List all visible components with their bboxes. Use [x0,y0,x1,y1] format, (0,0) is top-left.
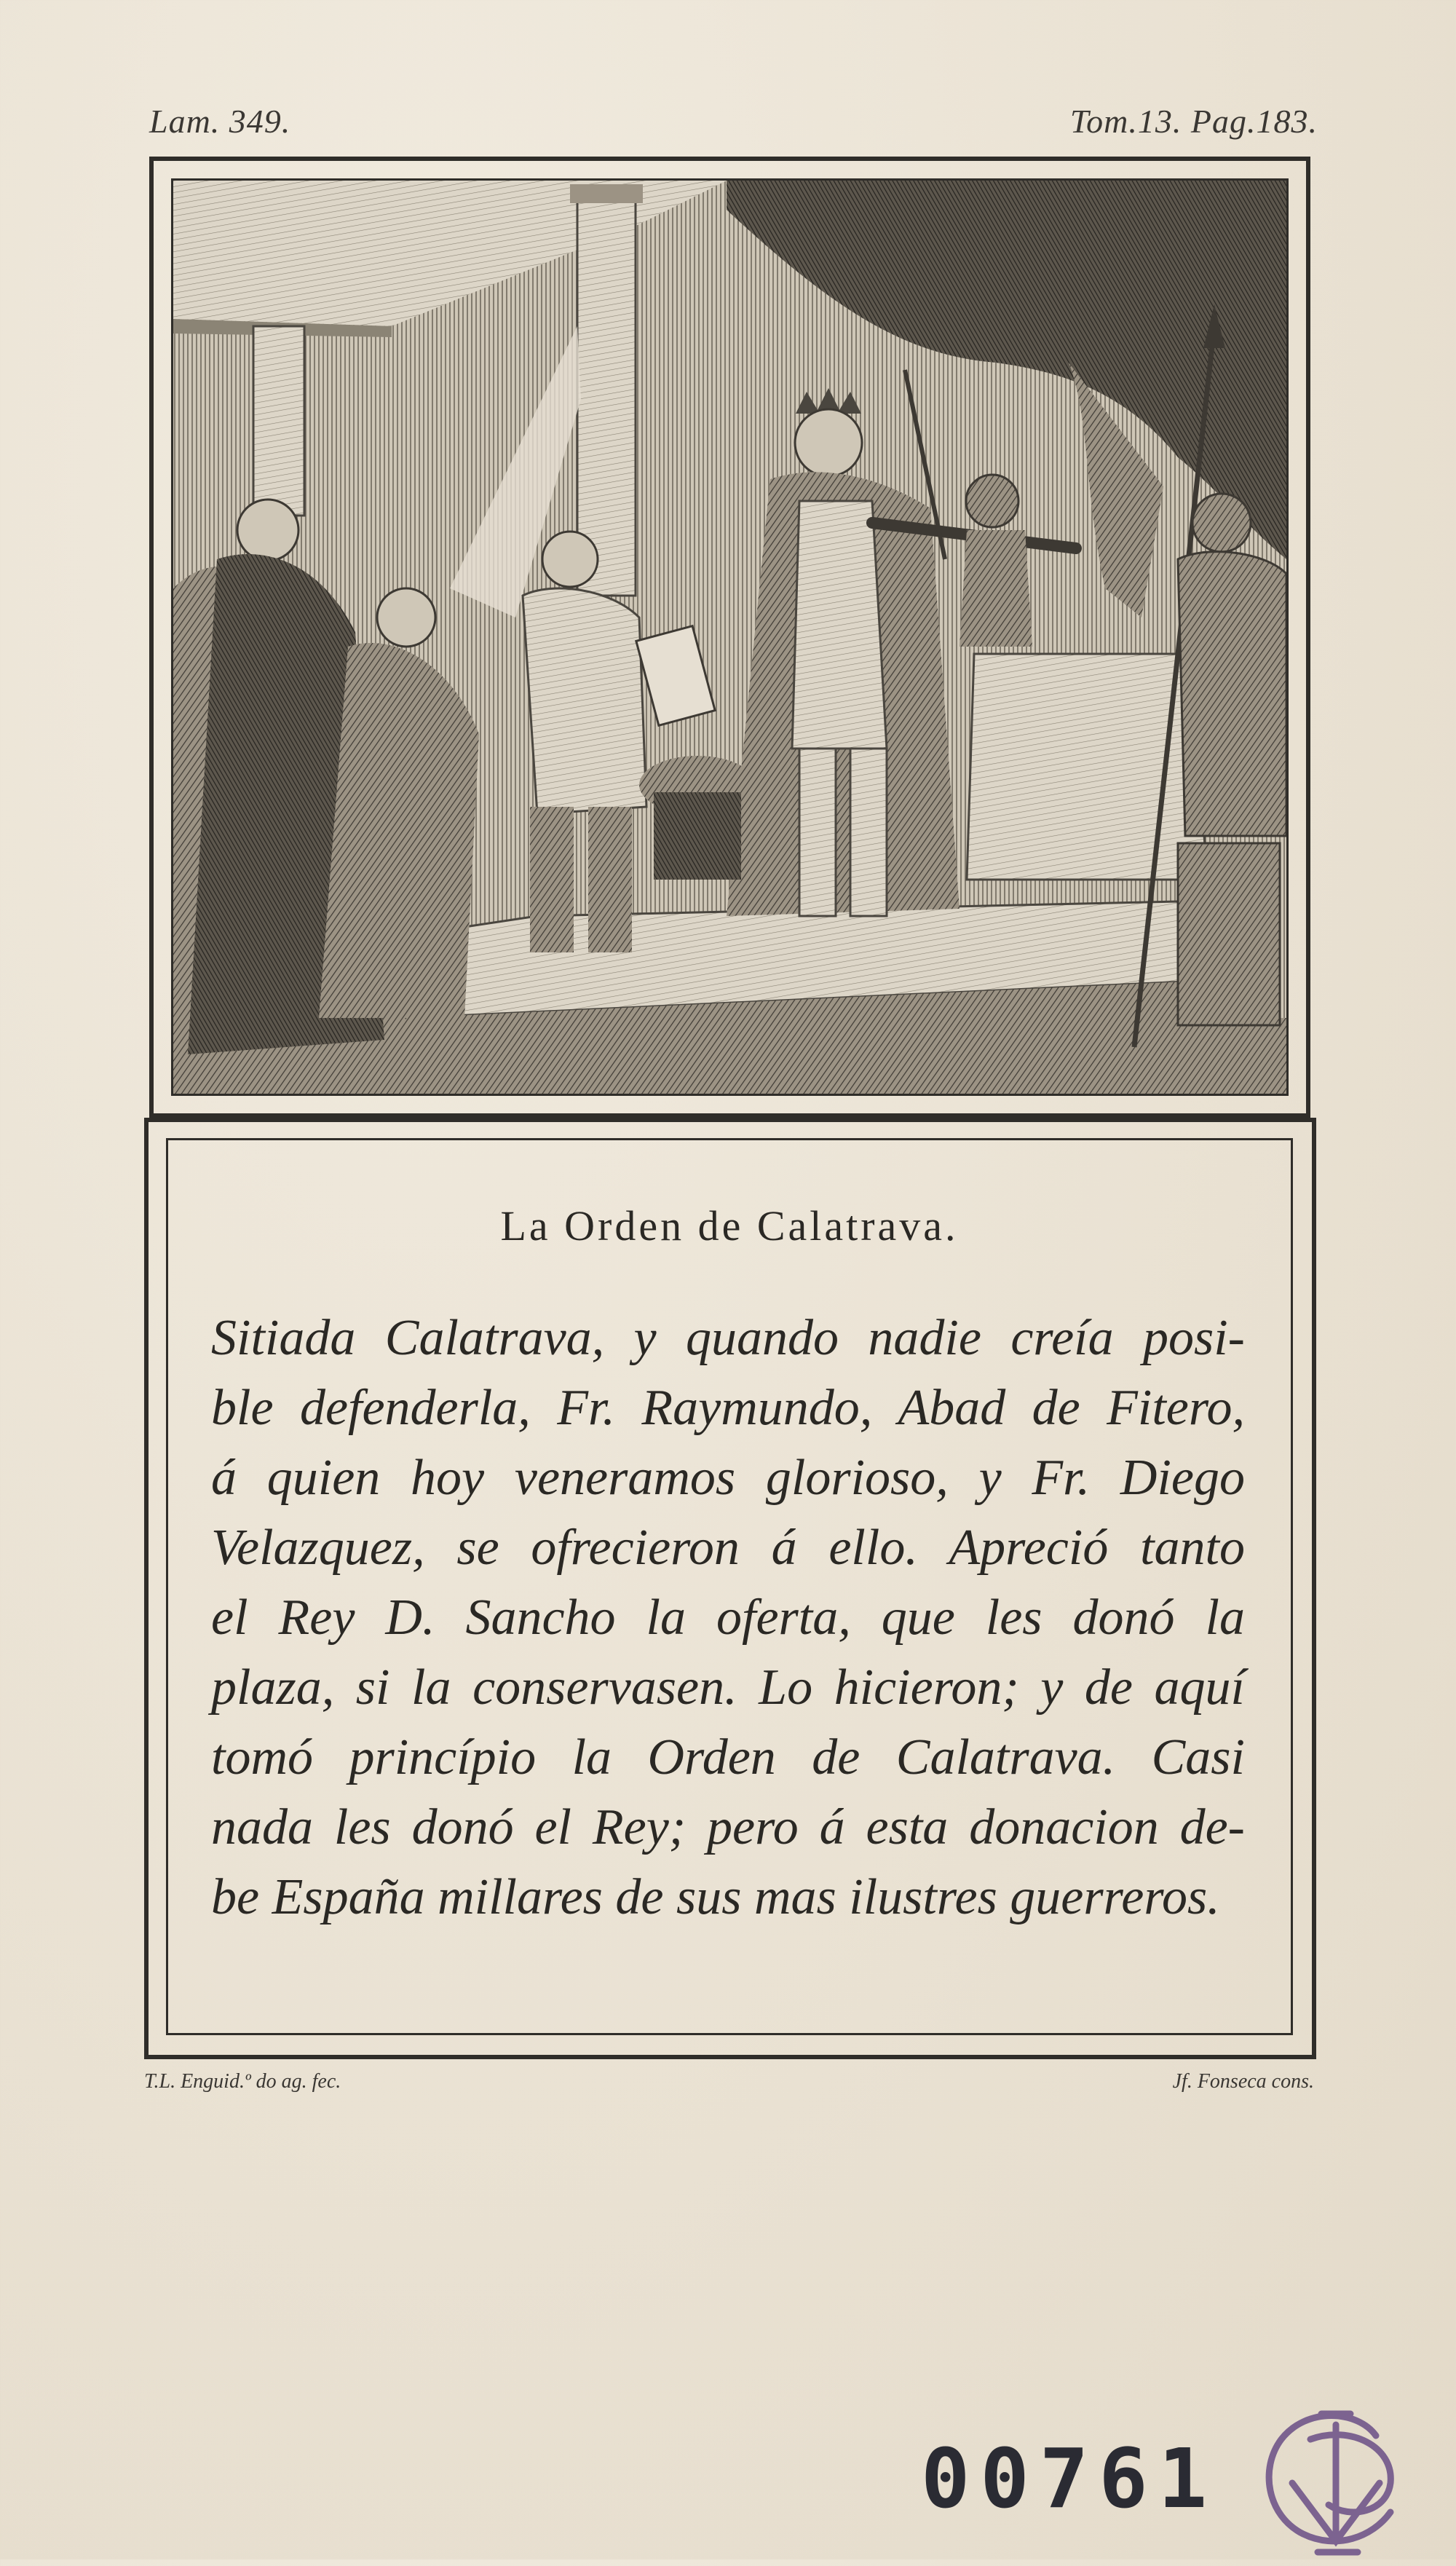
caption-line: tomó princípio la Orden de Calatrava. Casi [211,1729,1245,1785]
draughtsman-credit: T.L. Enguid.º do ag. fec. [144,2070,341,2093]
caption-line: á quien hoy veneramos glorioso, y Fr. Diego [211,1450,1245,1506]
caption-line: be España millares de sus mas ilustres guerreros. [211,1869,1220,1925]
caption-line: ble defenderla, Fr. Raymundo, Abad de Fitero, [211,1380,1245,1436]
inventory-number: 00761 [921,2432,1218,2527]
monogram-stamp-icon [1249,2396,1423,2566]
engraving-illustration [171,178,1289,1096]
caption-line: plaza, si la conservasen. Lo hicieron; y de aquí [211,1659,1245,1716]
engraver-credit: Jf. Fonseca cons. [1172,2070,1314,2093]
caption-title: La Orden de Calatrava. [500,1202,959,1250]
caption-body [211,1303,1245,1933]
stamp-svg [1249,2396,1423,2563]
tome-page-reference: Tom.13. Pag.183. [1069,103,1318,140]
caption-line: nada les donó el Rey; pero á esta donacion de- [211,1799,1245,1855]
caption-line: Velazquez, se ofrecieron á ello. Apreció tanto [211,1520,1245,1576]
engraving-scene-icon [173,181,1286,1094]
caption-line: Sitiada Calatrava, y quando nadie creía posi- [211,1310,1245,1366]
plate-number: Lam. 349. [149,103,291,140]
caption-line: el Rey D. Sancho la oferta, que les donó la [211,1590,1245,1646]
